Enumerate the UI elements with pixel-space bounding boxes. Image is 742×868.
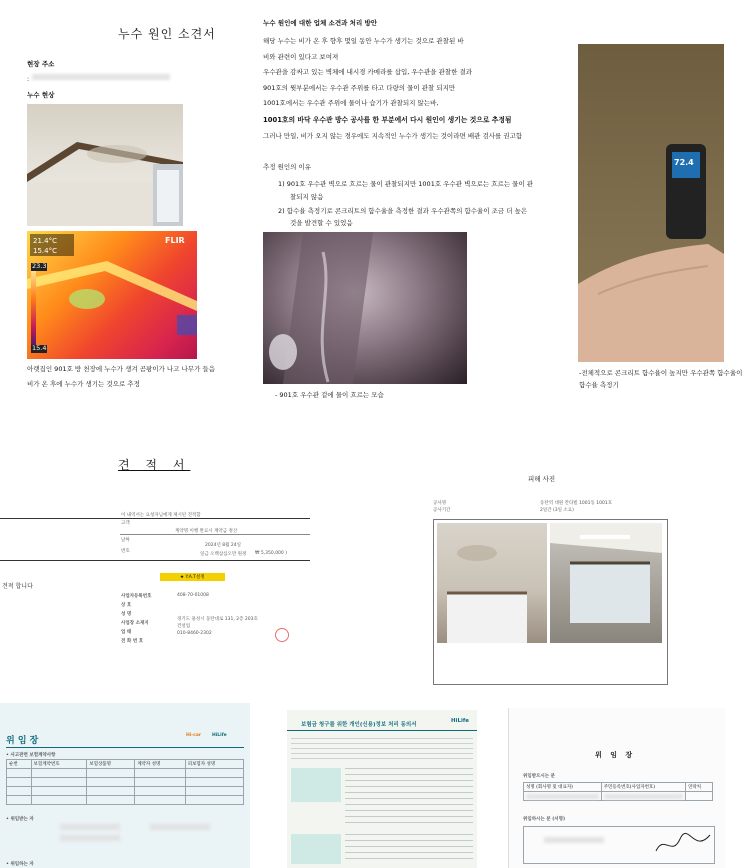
- estimate-rule-2: [120, 534, 310, 535]
- opinion-conclusion: 1001호의 바닥 우수관 방수 공사를 한 부분에서 다시 원인이 생기는 것으로 추정됨: [263, 116, 512, 124]
- right-form-title: 위 임 장: [595, 751, 636, 759]
- left-redacted-1: [60, 824, 120, 830]
- estimate-rule-1: [0, 518, 310, 519]
- report-caption-1: 아랫집인 901호 방 천장에 누수가 생겨 곰팡이가 나고 나무가 들음: [27, 365, 215, 373]
- right-col-id: 주민등록번호(사업자번호): [601, 783, 685, 792]
- left-form-title: 위 임 장: [6, 736, 39, 746]
- damage-photo-frame: [433, 519, 668, 685]
- moisture-meter-photo: [578, 44, 724, 362]
- leak-status-label: 누수 현상: [27, 91, 55, 99]
- reg-no-value: 408-70-01008: [177, 593, 209, 598]
- consent-section-box-2: [291, 834, 341, 864]
- damage-row-2-value: 2일간 (3일 소요): [540, 508, 574, 513]
- opinion-line-3: 우수관을 감싸고 있는 벽체에 내시경 카메라를 삽입, 우수관을 관찰한 결과: [263, 68, 473, 76]
- damage-row-1-label: 공사명: [433, 501, 447, 506]
- label-name: 성 명: [121, 612, 132, 617]
- damage-row-1-value: 동탄역 대원 칸타빌 1001동 1001호: [540, 501, 613, 506]
- label-reg-no: 사업자등록번호: [121, 594, 152, 599]
- temp-low: 15.4°C: [33, 247, 57, 255]
- damage-row-2-label: 공사기간: [433, 508, 451, 513]
- scale-top: 23.3: [32, 262, 47, 270]
- estimate-note-3: 계약명 이행 완료시 계약금 정산: [175, 529, 238, 534]
- estimate-date: 2024년 8월 24일: [205, 543, 241, 548]
- th-policy: 보험계약번호: [31, 760, 87, 769]
- pipe-endoscope-photo: [263, 232, 467, 384]
- estimate-title: 견 적 서: [118, 458, 191, 472]
- estimate-amount-num: ₩ 5,350,000 ): [255, 551, 287, 556]
- label-business: 업 태: [121, 630, 132, 635]
- consent-brand: HiLife: [451, 718, 470, 724]
- right-sub-2: 위임하시는 분 (서명): [523, 817, 566, 822]
- phone-value: 010-8460-2302: [177, 631, 212, 636]
- site-address-label: 현장 주소: [27, 60, 55, 68]
- meter-caption-1: -전체적으로 콘크리트 함수율이 높지만 우수관쪽 함수율이: [579, 369, 742, 377]
- left-section-3: • 위임하는 자: [6, 862, 34, 867]
- temp-high: 21.4°C: [33, 237, 57, 245]
- scale-bottom: 15.4: [32, 344, 47, 352]
- th-no: 순번: [7, 760, 32, 769]
- consent-form: [287, 710, 477, 868]
- estimate-rule-3: [0, 560, 310, 561]
- pipe-caption: - 901호 우수관 겉에 물이 흐르는 모습: [275, 391, 384, 399]
- estimate-left-text: 견적 합니다: [2, 583, 33, 590]
- estimate-supplier-block: [121, 593, 151, 647]
- estimate-highlight: ★ Y.A.T설정: [160, 573, 225, 581]
- th-product: 보험상품명: [87, 760, 135, 769]
- opinion-line-1: 해당 누수는 비가 온 후 향후 몇일 동안 누수가 생기는 것으로 관찰된 바: [263, 37, 464, 45]
- right-sub-1: 위임받으시는 분: [523, 774, 555, 779]
- reason-2-line-2: 것을 발견할 수 있었음: [290, 219, 353, 227]
- right-col-name: 성명 (회사명 및 대표자): [524, 783, 602, 792]
- estimate-number-label: 번호: [121, 549, 130, 554]
- damage-photo-right: [550, 523, 662, 643]
- meter-reading: 72.4: [674, 158, 694, 167]
- opinion-line-5: 1001호에서는 우수관 주위에 물이나 습기가 관찰되지 않는바,: [263, 99, 439, 107]
- damage-photo-left: [437, 523, 547, 643]
- estimate-date-label: 날짜: [121, 538, 130, 543]
- consent-title: 보험금 청구를 위한 개인(신용)정보 처리 동의서: [301, 722, 417, 728]
- opinion-line-4: 901호의 윗부분에서는 우수관 주위를 타고 다량의 물이 관찰 되지만: [263, 84, 456, 92]
- label-address: 사업장 소재지: [121, 621, 149, 626]
- right-signature-box: [523, 826, 715, 864]
- consent-section-box-1: [291, 768, 341, 802]
- label-company: 상 호: [121, 603, 132, 608]
- address-value: 경기도 용성시 동탄대로 131, 2층 203호: [177, 617, 258, 622]
- right-col-contact: 연락처: [685, 783, 712, 792]
- delegation-form-left: [0, 703, 250, 868]
- left-brand-hilife: HiLife: [212, 733, 227, 738]
- left-section-1: • 사고관련 보험계약사항: [6, 753, 56, 758]
- site-address-redacted: [32, 74, 170, 80]
- left-section-2: • 위임받는 자: [6, 817, 34, 822]
- report-caption-2: 비가 온 후에 누수가 생기는 것으로 추정: [27, 380, 140, 388]
- right-redacted: [544, 837, 604, 843]
- reason-heading: 추정 원인의 이유: [263, 163, 312, 171]
- opinion-line-2: 비와 관련이 있다고 보여져: [263, 53, 339, 61]
- left-redacted-2: [150, 824, 210, 830]
- consent-intro-text: [291, 738, 473, 762]
- report-title: 누수 원인 소견서: [118, 27, 216, 41]
- label-phone: 전 화 번 호: [121, 639, 144, 644]
- site-address-colon: :: [27, 75, 30, 83]
- company-seal: [275, 628, 289, 642]
- th-insured: 피보험자 성명: [185, 760, 243, 769]
- thermal-image: [27, 231, 197, 359]
- signature-scribble: [654, 829, 714, 859]
- th-contractor: 계약자 성명: [135, 760, 185, 769]
- consent-section-text-2: [345, 834, 473, 864]
- left-brand-hicar: Hi-car: [186, 733, 202, 738]
- opinion-recommend: 그러나 만일, 비가 오지 않는 경우에도 지속적인 누수가 생기는 것이라면 배관 검사를 권고함: [263, 132, 523, 140]
- ceiling-photo: [27, 104, 183, 226]
- reason-1-line-1: 1) 901호 우수관 벽으로 흐르는 물이 관찰되지만 1001호 우수관 벽으로는 흐르는 물이 관: [278, 180, 534, 188]
- meter-caption-2: 함수율 측정기: [579, 381, 619, 389]
- reason-1-line-2: 찰되지 않음: [290, 193, 324, 201]
- estimate-customer-label: 고객: [121, 521, 130, 526]
- flir-logo: FLIR: [165, 236, 185, 245]
- left-form-rule: [6, 747, 244, 748]
- damage-title: 피해 사진: [528, 475, 556, 483]
- left-redacted-3: [60, 835, 120, 841]
- right-form-table: [523, 782, 713, 801]
- estimate-note-1: 이 내역서는 요청자님에게 제시된 견적합: [121, 513, 201, 518]
- left-contract-table: [6, 759, 244, 805]
- consent-section-text-1: [345, 768, 473, 828]
- estimate-amount: 일금 오백삼십오만 원정: [200, 552, 247, 557]
- reason-2-line-1: 2) 함수율 측정기로 콘크리트의 함수율을 측정한 결과 우수관쪽의 함수율이 조금 더 높은: [278, 207, 528, 215]
- opinion-heading: 누수 원인에 대한 업체 소견과 처리 방안: [263, 19, 378, 27]
- delegation-form-right: [508, 708, 725, 868]
- business-value: 건설업: [177, 624, 191, 629]
- consent-rule: [287, 730, 477, 731]
